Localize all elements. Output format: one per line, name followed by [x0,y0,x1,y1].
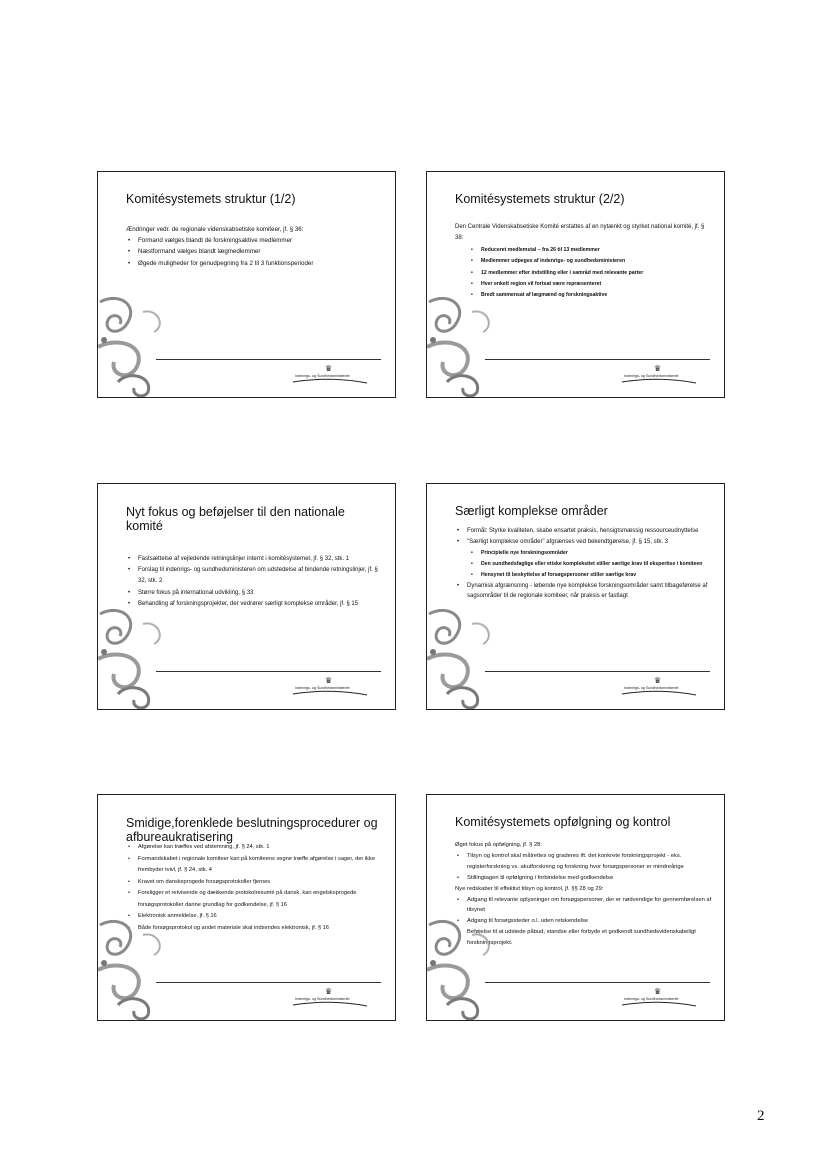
page-number: 2 [757,1108,765,1124]
swoosh-icon [291,999,369,1009]
logo-text: Indenrigs- og Sundhedsministeriet [295,374,350,378]
slide-6 [426,794,725,1021]
ministry-logo [291,987,369,1009]
divider [485,982,710,983]
list-item: • Formål: Styrke kvaliteten, skabe ensartet praksis, hensigtsmæssig ressourceudnyttelse [455,526,712,537]
slide-4 [426,483,725,710]
crown-icon: ♛ [654,987,662,996]
slide-title: Komitésystemets opfølgning og kontrol [455,815,671,829]
decorative-swirl-icon [427,292,497,398]
slide-body [455,222,712,302]
slide-intro: Øget fokus på opfølgning, jf. § 28: [455,842,543,848]
list-item: • "Særligt komplekse områder" afgrænses ved bekendtgørelse, jf. § 15, stk. 3 [455,537,712,548]
slide-title: Komitésystemets struktur (1/2) [126,192,296,206]
slide-1 [97,171,396,398]
crown-icon: ♛ [654,676,662,685]
list-item: • Stillingtagen til opfølgning i forbindelse med godkendelse [455,873,712,884]
list-item: • Elektronisk anmeldelse, jf. § 16 [126,911,383,923]
logo-text: Indenrigs- og Sundhedsministeriet [624,997,679,1001]
slide-2 [426,171,725,398]
slide-intro: Ændringer vedr. de regionale videnskabsetiske komiteer, jf. § 36: [126,226,304,233]
list-item: • Tilsyn og kontrol skal målrettes og graderes ift. det konkrete forskningsprojekt - eks. registerforskning vs. akutforskning og forskning hvor forsøgspersoner er mindreårige [455,851,712,873]
list-item: • Næstformand vælges blandt lægmedlemmer [126,246,383,257]
swoosh-icon [620,999,698,1009]
list-item: • Både forsøgsprotokol og andet materiale skal indsendes elektronisk, jf. § 16 [126,923,383,935]
slide-title: Særligt komplekse områder [455,504,608,518]
bullet-list [455,851,712,884]
list-item: • Principielle nye forskningsområder [455,548,712,559]
logo-text: Indenrigs- og Sundhedsministeriet [295,686,350,690]
list-item: • Større fokus på international udvikling, § 33 [126,588,383,599]
logo-text: Indenrigs- og Sundhedsministeriet [624,374,679,378]
list-item: • Hensynet til beskyttelse af forsøgspersoner stiller særlige krav [455,570,712,581]
slide-body [455,526,712,602]
list-item: • Hver enkelt region vil fortsat være repræsenteret [455,279,712,290]
bullet-list [455,526,712,548]
decorative-swirl-icon [98,292,168,398]
crown-icon: ♛ [325,987,333,996]
list-item: • Øgede muligheder for genudpegning fra 2 til 3 funktionsperioder [126,258,383,269]
divider [485,359,710,360]
list-item: • Behandling af forskningsprojekter, der vedrører særligt komplekse områder, jf. § 15 [126,599,383,610]
list-item: • Adgang til forsøgssteder o.l. uden retskendelse [455,916,712,927]
logo-text: Indenrigs- og Sundhedsministeriet [295,997,350,1001]
slide-5 [97,794,396,1021]
divider [156,671,381,672]
crown-icon: ♛ [325,364,333,373]
slide-intro: Den Centrale Videnskabsetiske Komité erstattes af en nytænkt og styrket national komité, jf. § 38: [455,224,705,242]
swoosh-icon [620,376,698,386]
crown-icon: ♛ [325,676,333,685]
list-item: • Beføjelse til at udstede påbud, standse eller forbyde et godkendt sundhedsvidenskabeligt forskningsprojekt. [455,927,712,949]
list-item: • Foreligger et retvisende og dækkende protokolresumé på dansk, kan engelsksprogede forsøgsprotokoller danne grundlag for godkendelse, jf. § 16 [126,888,383,911]
logo-text: Indenrigs- og Sundhedsministeriet [624,686,679,690]
swoosh-icon [620,688,698,698]
swoosh-icon [291,688,369,698]
decorative-swirl-icon [427,604,497,710]
slide-title: Komitésystemets struktur (2/2) [455,192,625,206]
ministry-logo [291,364,369,386]
ministry-logo [620,676,698,698]
list-item: • Adgang til relevante oplysninger om forsøgspersoner, der er nødvendige for gennemførelsen af tilsynet [455,895,712,917]
slide-intro: Nye redskaber til effektivt tilsyn og kontrol, jf. §§ 28 og 29: [455,885,604,892]
slide-body [126,554,383,610]
slide-3 [97,483,396,710]
decorative-swirl-icon [98,604,168,710]
list-item: • Fastsættelse af vejledende retningslinjer internt i komitésystemet, jf. § 32, stk. 1 [126,554,383,565]
swoosh-icon [291,376,369,386]
sub-bullet-list [455,548,712,581]
slide-body [126,224,383,269]
crown-icon: ♛ [654,364,662,373]
bullet-list [126,235,383,269]
list-item: • Medlemmer udpeges af indenrigs- og sundhedsministeren [455,256,712,267]
list-item: • Formand vælges blandt de forskningsaktive medlemmer [126,235,383,246]
slide-title: Nyt fokus og beføjelser til den nationale komité [126,505,345,533]
list-item: • Kravet om dansksprogede forsøgsprotokoller fjernes [126,877,383,889]
decorative-swirl-icon [98,915,168,1021]
divider [156,982,381,983]
ministry-logo [620,987,698,1009]
bullet-list [126,554,383,610]
list-item: • Bredt sammensat af lægmænd og forskningsaktive [455,290,712,301]
list-item: • Forslag til indenrigs- og sundhedsministeren om udstedelse af bindende retningslinjer, jf. § 32, stk. 2 [126,565,383,587]
ministry-logo [291,676,369,698]
list-item: • Formandskabet i regionale komiteer kan på komiteens vegne træffe afgørelse i sager, der ikke frembyder tvivl, jf. § 24, stk. 4 [126,854,383,877]
divider [156,359,381,360]
list-item: • Den sundhedsfaglige eller etiske kompleksitet stiller særlige krav til ekspertise i komiteen [455,559,712,570]
list-item: • Dynamisk afgrænsning - løbende nye komplekse forskningsområder samt tilbageførelse af sagsområder til de regionale komiteer, når praksis er fastlagt [455,581,712,603]
list-item: • Reduceret medlemstal – fra 26 til 13 medlemmer [455,245,712,256]
list-item: • Afgørelse kan træffes ved afstemning, jf. § 24, stk. 1 [126,842,383,854]
ministry-logo [620,364,698,386]
list-item: • 12 medlemmer efter indstilling eller i samråd med relevante parter [455,268,712,279]
bullet-list [455,581,712,603]
decorative-swirl-icon [427,915,497,1021]
divider [485,671,710,672]
slide-title: Smidige,forenklede beslutningsprocedurer og afbureaukratisering [126,816,378,844]
